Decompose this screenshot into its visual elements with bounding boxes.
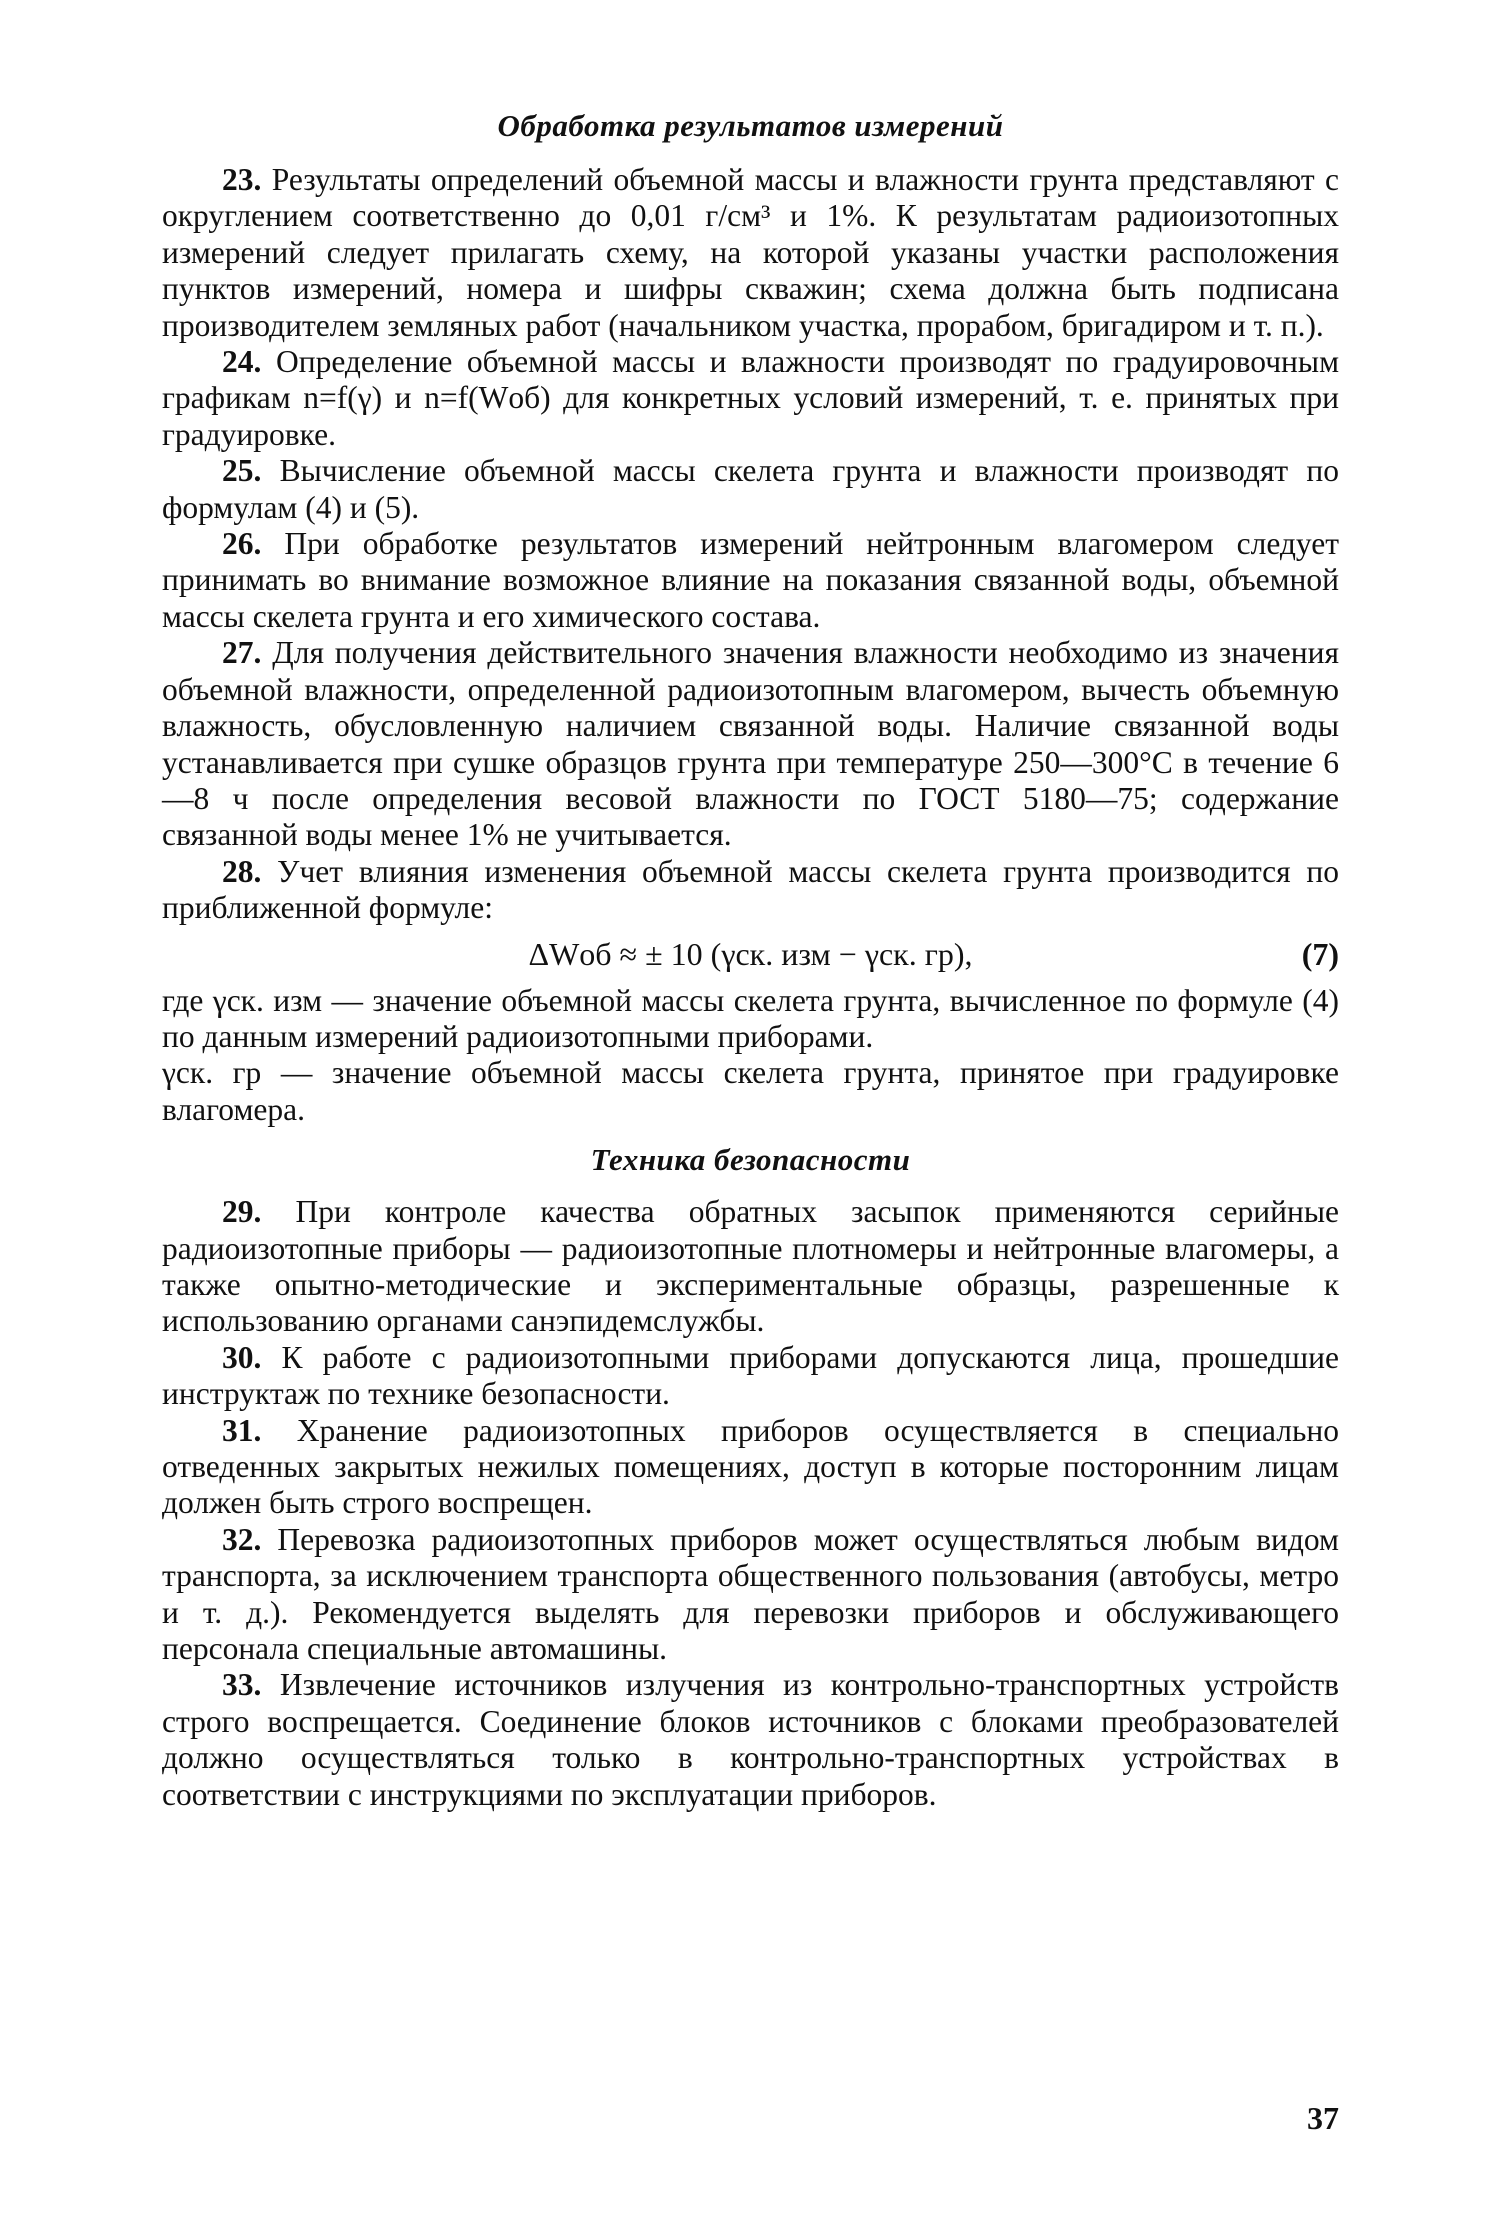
paragraph-number: 29. — [222, 1194, 262, 1230]
formula-explanation-calibration: γск. гр — значение объемной массы скелета грунта, принятое при градуировке влагомера. — [162, 1055, 1339, 1127]
paragraph-text: Перевозка радиоизотопных приборов может осуществляться любым видом транспорта, за исключением транспорта общественного пользования (автобусы, метро и т. д.). Рекомендуется выделять для перевозки приборов и обслуживающего персонала специальные автомашины. — [162, 1521, 1339, 1667]
paragraph-31 — [162, 1413, 1339, 1522]
formula-explanation-measured: где γск. изм — значение объемной массы скелета грунта, вычисленное по формуле (4) по данным измерений радиоизотопными приборами. — [162, 982, 1339, 1054]
paragraph-text: Извлечение источников излучения из контрольно-транспортных устройств строго воспрещается. Соединение блоков источников с блоками преобразователей должно осуществляться только в контрольно-транспортных устройствах в соответствии с инструкциями по эксплуатации приборов. — [162, 1667, 1339, 1812]
paragraph-text: Вычисление объемной массы скелета грунта и влажности производят по формулам (4) и (5). — [162, 453, 1339, 525]
paragraph-24 — [162, 344, 1339, 453]
paragraph-26 — [162, 526, 1339, 635]
paragraph-number: 26. — [222, 526, 262, 562]
paragraph-29 — [162, 1194, 1339, 1340]
paragraph-number: 23. — [222, 162, 262, 197]
paragraph-number: 30. — [222, 1339, 262, 1375]
paragraph-text: Для получения действительного значения влажности необходимо из значения объемной влажности, определенной радиоизотопным влагомером, вычесть объемную влажность, обусловленную наличием связанной воды. Наличие связанной воды устанавливается при сушке образцов грунта при температуре 250—300°С в течение 6—8 ч после определения весовой влажности по ГОСТ 5180—75; содержание связанной воды менее 1% не учитывается. — [162, 635, 1339, 853]
page-number: 37 — [1307, 2100, 1339, 2136]
formula-7 — [162, 931, 1339, 979]
paragraph-number: 24. — [222, 344, 262, 380]
paragraph-text: Результаты определений объемной массы и влажности грунта представляют с округлением соответственно до 0,01 г/см³ и 1%. К результатам радиоизотопных измерений следует прилагать схему, на которой указаны участки расположения пунктов измерений, номера и шифры скважин; схема должна быть подписана производителем земляных работ (начальником участка, прорабом, бригадиром и т. п.). — [162, 162, 1339, 343]
paragraph-33 — [162, 1667, 1339, 1813]
paragraph-number: 28. — [222, 853, 262, 889]
formula-expression: ΔWоб ≈ ± 10 (γск. изм − γск. гр), — [528, 936, 973, 973]
paragraph-text: Учет влияния изменения объемной массы скелета грунта производится по приближенной формуле: — [162, 853, 1339, 926]
paragraph-text: Определение объемной массы и влажности производят по градуировочным графикам n=f(γ) и n=f(Wоб) для конкретных условий измерений, т. е. принятых при градуировке. — [162, 344, 1339, 452]
section-title-processing: Обработка результатов измерений — [497, 108, 1004, 143]
paragraph-number: 33. — [222, 1667, 262, 1703]
paragraph-number: 32. — [222, 1521, 262, 1557]
paragraph-23 — [162, 162, 1339, 344]
paragraph-27 — [162, 635, 1339, 853]
paragraph-30 — [162, 1340, 1339, 1413]
paragraph-25 — [162, 453, 1339, 526]
paragraph-text: При обработке результатов измерений нейтронным влагомером следует принимать во внимание возможное влияние на показания связанной воды, объемной массы скелета грунта и его химического состава. — [162, 526, 1339, 634]
section-title-safety: Техника безопасности — [590, 1142, 911, 1178]
paragraph-number: 25. — [222, 453, 262, 489]
paragraph-text: К работе с радиоизотопными приборами допускаются лица, прошедшие инструктаж по технике безопасности. — [162, 1339, 1339, 1412]
paragraph-number: 31. — [222, 1412, 262, 1448]
formula-number: (7) — [1301, 936, 1339, 973]
paragraph-number: 27. — [222, 635, 262, 671]
paragraph-28 — [162, 854, 1339, 927]
paragraph-32 — [162, 1522, 1339, 1668]
paragraph-text: При контроле качества обратных засыпок применяются серийные радиоизотопные приборы — радиоизотопные плотномеры и нейтронные влагомеры, а также опытно-методические и экспериментальные образцы, разрешенные к использованию органами санэпидемслужбы. — [162, 1194, 1339, 1339]
paragraph-text: Хранение радиоизотопных приборов осуществляется в специально отведенных закрытых нежилых помещениях, доступ в которые посторонним лицам должен быть строго воспрещен. — [162, 1412, 1339, 1521]
